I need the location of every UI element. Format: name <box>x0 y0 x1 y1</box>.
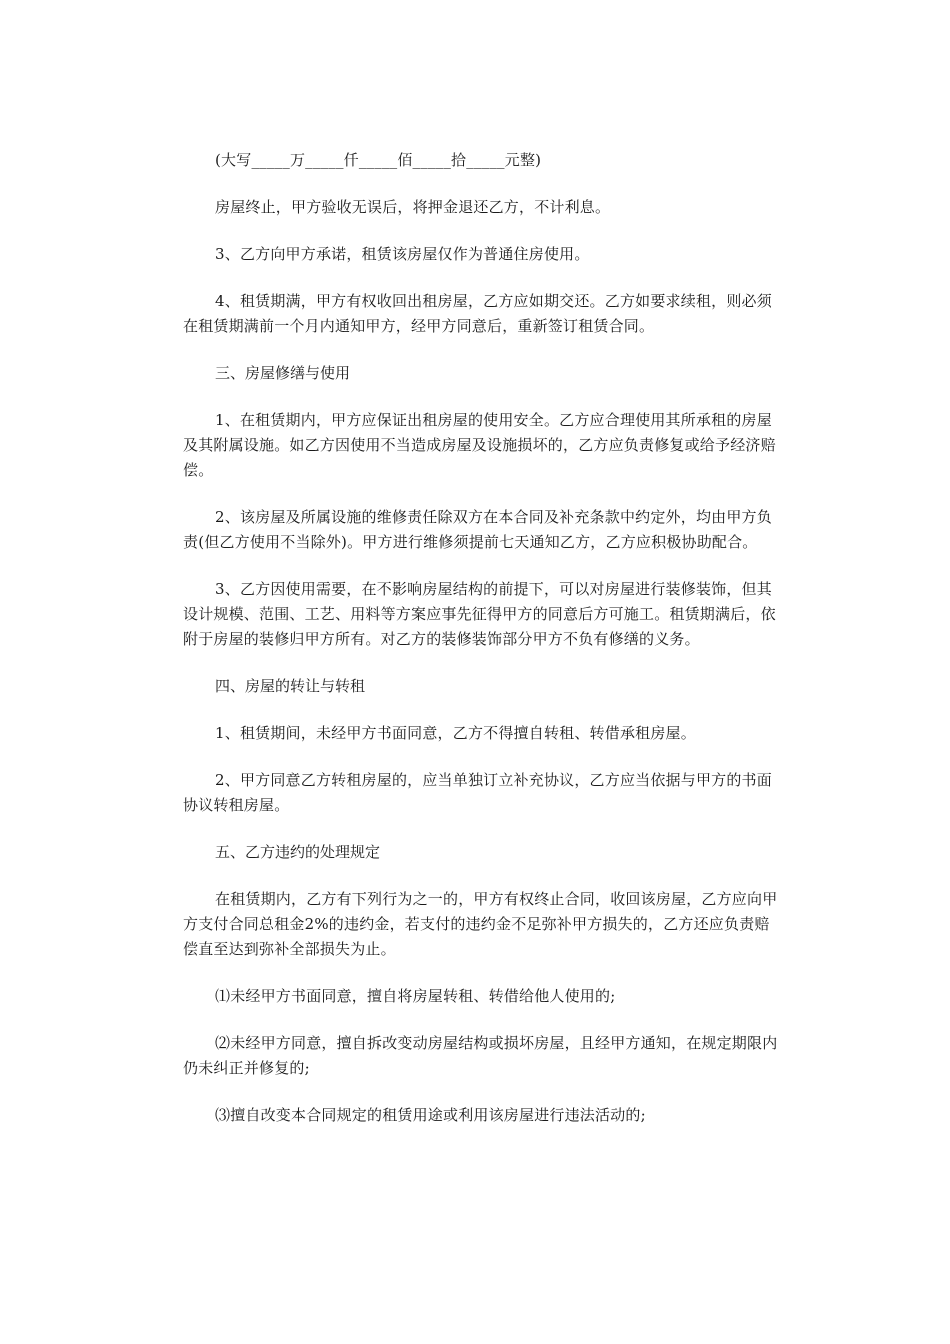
clause-2-3: 3、乙方向甲方承诺，租赁该房屋仅作为普通住房使用。 <box>215 245 590 263</box>
clause-4-2: 2、甲方同意乙方转租房屋的，应当单独订立补充协议，乙方应当依据与甲方的书面协议转租房屋。 <box>183 771 772 814</box>
clause-5-item-2: ⑵未经甲方同意，擅自拆改变动房屋结构或损坏房屋，且经甲方通知，在规定期限内仍未纠正并修复的; <box>183 1034 778 1077</box>
section-heading-4: 四、房屋的转让与转租 <box>215 677 366 695</box>
clause-5-item-1: ⑴未经甲方书面同意，擅自将房屋转租、转借给他人使用的; <box>215 987 616 1005</box>
clause-3-3: 3、乙方因使用需要，在不影响房屋结构的前提下，可以对房屋进行装修装饰，但其设计规模、范围、工艺、用料等方案应事先征得甲方的同意后方可施工。租赁期满后，依附于房屋的装修归甲方所有。对乙方的装修装饰部分甲方不负有修缮的义务。 <box>183 580 776 648</box>
clause-5-intro: 在租赁期内，乙方有下列行为之一的，甲方有权终止合同，收回该房屋，乙方应向甲方支付合同总租金2%的违约金，若支付的违约金不足弥补甲方损失的，乙方还应负责赔偿直至达到弥补全部损失为止。 <box>183 890 778 958</box>
section-heading-3: 三、房屋修缮与使用 <box>215 364 351 382</box>
deposit-amount-uppercase: (大写_____万_____仟_____佰_____拾_____元整) <box>215 151 542 169</box>
section-heading-5: 五、乙方违约的处理规定 <box>215 843 381 861</box>
clause-3-1: 1、在租赁期内，甲方应保证出租房屋的使用安全。乙方应合理使用其所承租的房屋及其附属设施。如乙方因使用不当造成房屋及设施损坏的，乙方应负责修复或给予经济赔偿。 <box>183 411 776 479</box>
document-body <box>183 148 783 1150</box>
clause-4-1: 1、租赁期间，未经甲方书面同意，乙方不得擅自转租、转借承租房屋。 <box>215 724 696 742</box>
clause-3-2: 2、该房屋及所属设施的维修责任除双方在本合同及补充条款中约定外，均由甲方负责(但乙方使用不当除外)。甲方进行维修须提前七天通知乙方，乙方应积极协助配合。 <box>183 508 772 551</box>
deposit-refund-clause: 房屋终止，甲方验收无误后，将押金退还乙方，不计利息。 <box>215 198 611 216</box>
clause-2-4: 4、租赁期满，甲方有权收回出租房屋，乙方应如期交还。乙方如要求续租，则必须在租赁期满前一个月内通知甲方，经甲方同意后，重新签订租赁合同。 <box>183 292 772 335</box>
clause-5-item-3: ⑶擅自改变本合同规定的租赁用途或利用该房屋进行违法活动的; <box>215 1106 646 1124</box>
